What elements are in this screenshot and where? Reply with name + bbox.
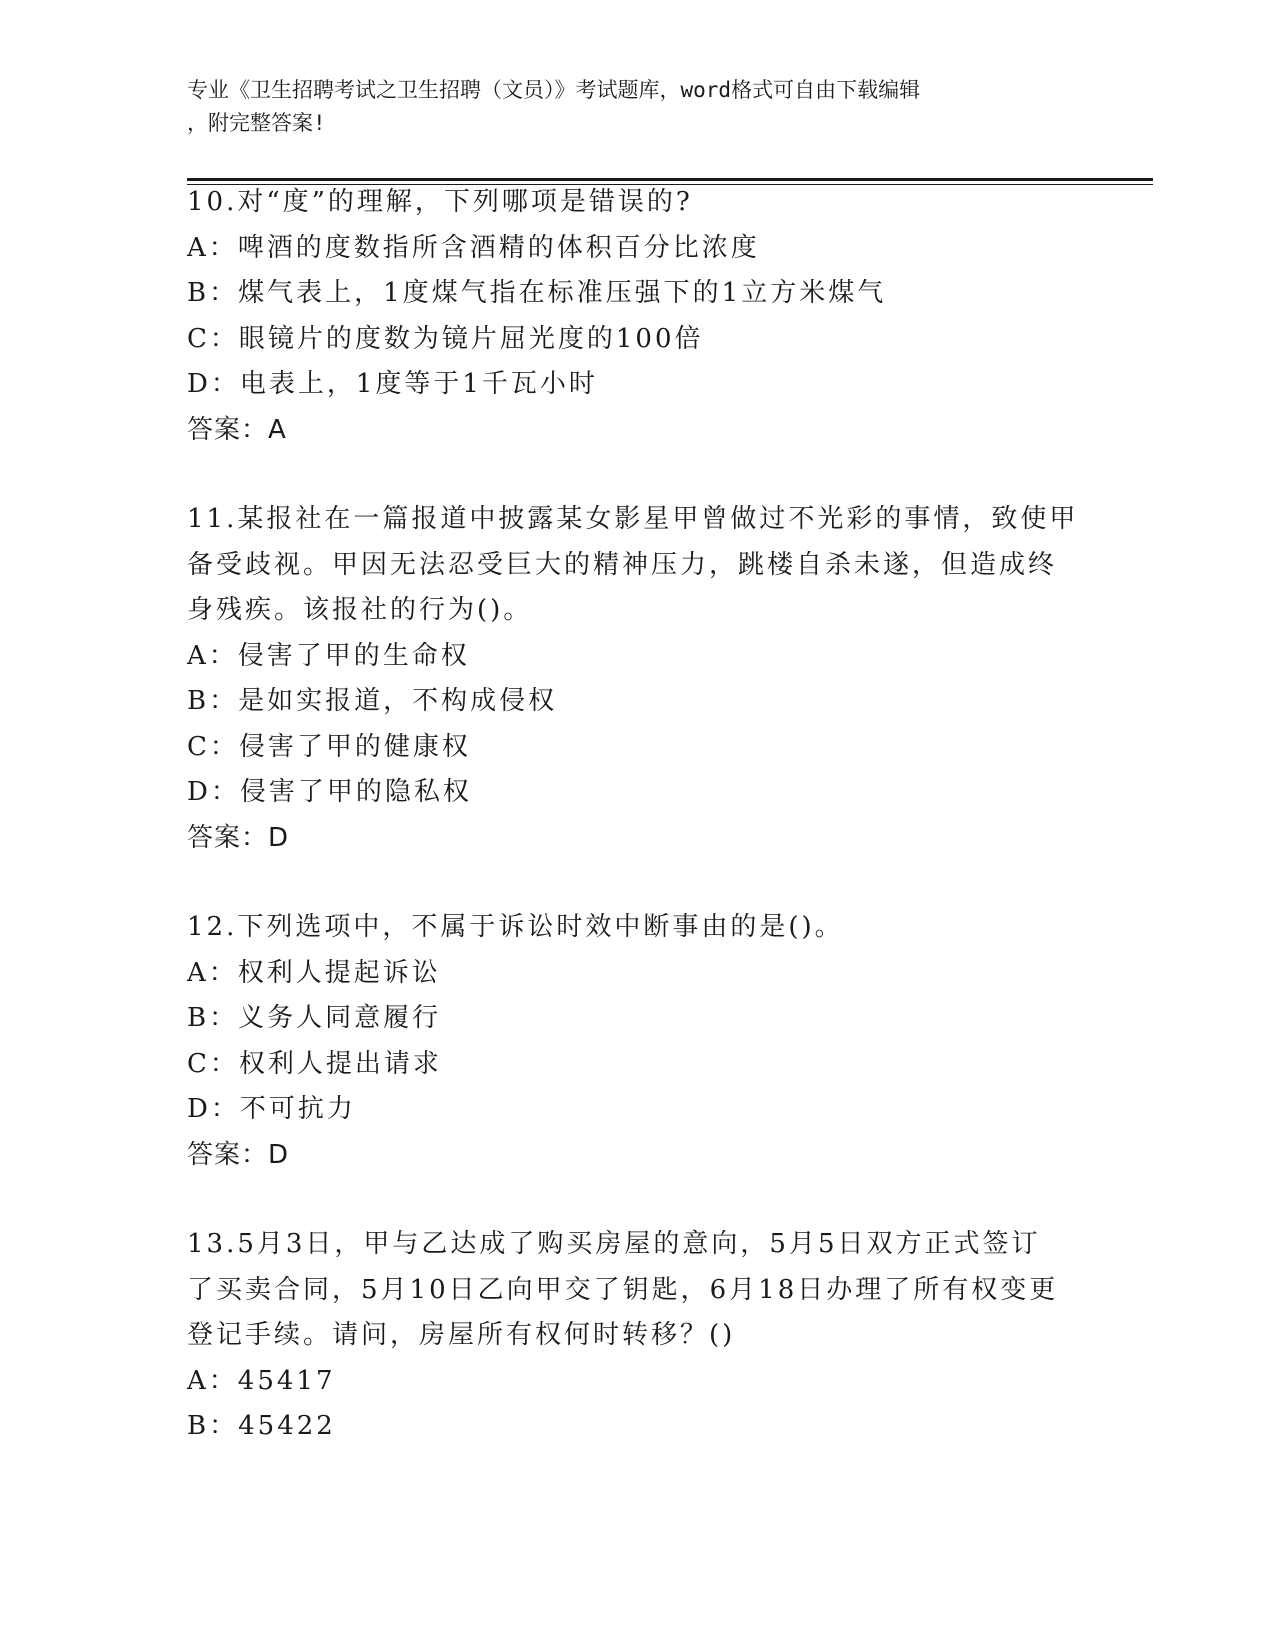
- question-text: 12.下列选项中，不属于诉讼时效中断事由的是()。: [187, 912, 844, 942]
- answer: 答案：D: [187, 1139, 290, 1170]
- option-c: C：眼镜片的度数为镜片屈光度的100倍: [187, 323, 704, 354]
- question-text: 登记手续。请问，房屋所有权何时转移？(): [187, 1320, 736, 1350]
- option-a: A：啤酒的度数指所含酒精的体积百分比浓度: [187, 232, 760, 263]
- option-d: D：不可抗力: [187, 1094, 356, 1124]
- option-b: B：义务人同意履行: [187, 1003, 442, 1033]
- option-a: A：45417: [187, 1365, 336, 1396]
- option-b: B：煤气表上，1度煤气指在标准压强下的1立方米煤气: [187, 278, 887, 308]
- option-a: A：权利人提起诉讼: [187, 957, 441, 988]
- question-text: 11.某报社在一篇报道中披露某女影星甲曾做过不光彩的事情，致使甲: [187, 504, 1079, 534]
- option-b: B：45422: [187, 1411, 336, 1441]
- question-10: [187, 180, 1087, 453]
- header-line-2: ，附完整答案!: [187, 111, 326, 135]
- header-line-1: 专业《卫生招聘考试之卫生招聘（文员）》考试题库，word格式可自由下载编辑: [187, 78, 921, 102]
- question-12: [187, 905, 1087, 1178]
- option-c: C：权利人提出请求: [187, 1048, 442, 1079]
- answer: 答案：D: [187, 822, 290, 853]
- question-text: 备受歧视。甲因无法忍受巨大的精神压力，跳楼自杀未遂，但造成终: [187, 549, 1058, 580]
- question-text: 10.对“度”的理解，下列哪项是错误的?: [187, 187, 693, 217]
- question-text: 身残疾。该报社的行为()。: [187, 595, 533, 625]
- option-b: B：是如实报道，不构成侵权: [187, 686, 558, 716]
- question-13: [187, 1222, 1087, 1450]
- question-11: [187, 497, 1087, 861]
- option-c: C：侵害了甲的健康权: [187, 731, 471, 762]
- option-d: D：侵害了甲的隐私权: [187, 777, 472, 807]
- question-text: 13.5月3日，甲与乙达成了购买房屋的意向，5月5日双方正式签订: [187, 1229, 1041, 1259]
- question-text: 了买卖合同，5月10日乙向甲交了钥匙，6月18日办理了所有权变更: [187, 1274, 1059, 1305]
- option-a: A：侵害了甲的生命权: [187, 640, 470, 671]
- option-d: D：电表上，1度等于1千瓦小时: [187, 369, 598, 399]
- document-header: [187, 74, 1087, 140]
- answer: 答案：A: [187, 414, 287, 445]
